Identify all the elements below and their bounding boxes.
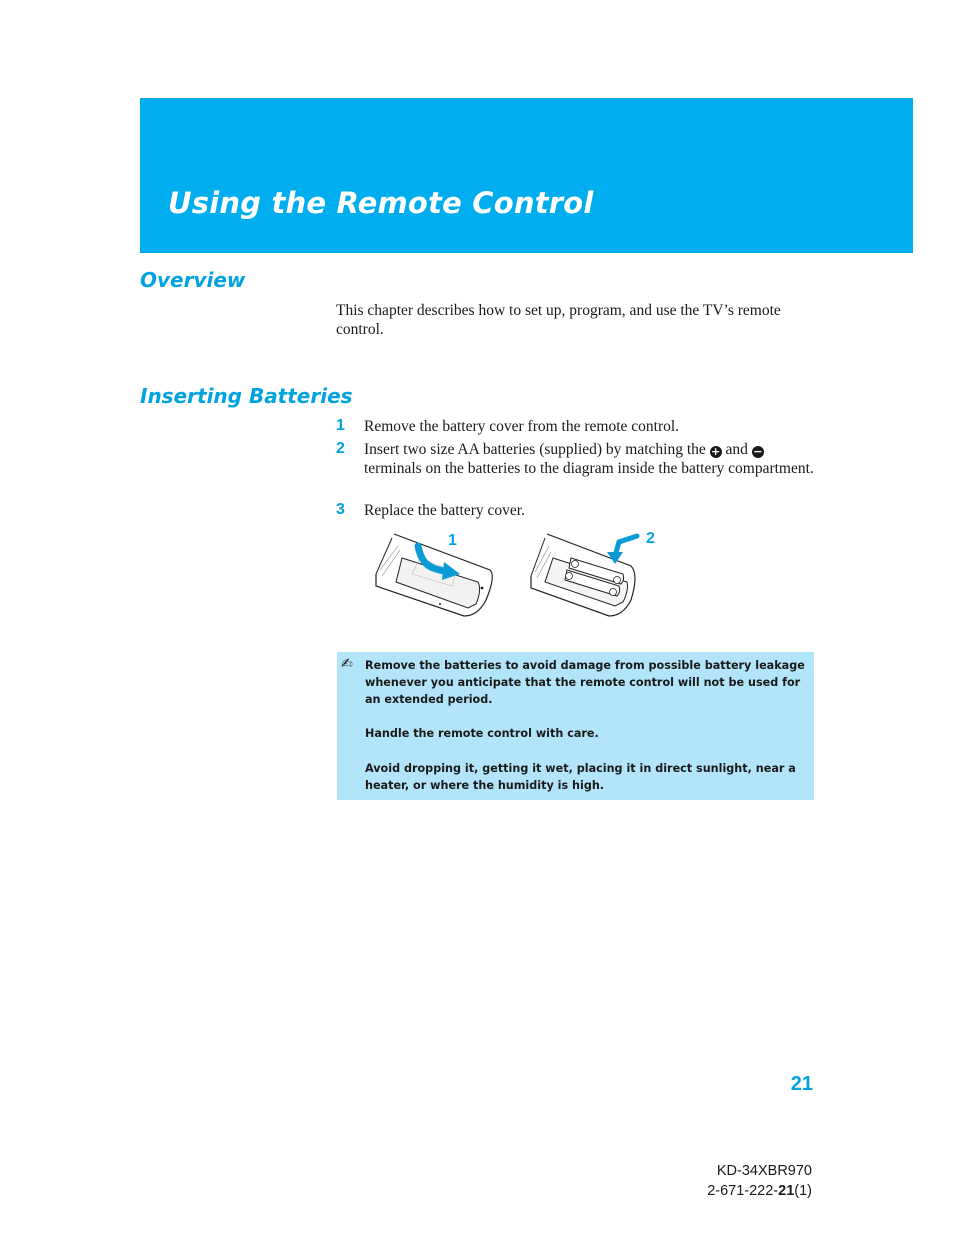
- chapter-title: Using the Remote Control: [168, 186, 594, 220]
- step-text: Remove the battery cover from the remote control.: [364, 418, 680, 435]
- remote-cover-icon: [372, 530, 497, 620]
- step-text-part: Insert two size AA batteries (supplied) by matching the: [364, 441, 706, 458]
- remove-cover-illustration: [372, 530, 497, 620]
- figure-label-1: 1: [448, 532, 457, 549]
- step-number: 3: [336, 501, 345, 518]
- document-code: [707, 1181, 812, 1201]
- document-code-suffix: (1): [794, 1183, 812, 1199]
- step-text-and: and: [725, 441, 748, 458]
- overview-heading: Overview: [140, 268, 246, 292]
- step-number: 2: [336, 440, 345, 457]
- note-box: [337, 652, 814, 800]
- insert-batteries-illustration: [527, 530, 662, 620]
- chapter-banner: [140, 98, 913, 253]
- note-paragraph-1: Remove the batteries to avoid damage from possible battery leakage whenever you anticipate that the remote control will not be used for an extended period.: [365, 659, 805, 706]
- overview-text: This chapter describes how to set up, program, and use the TV’s remote control.: [336, 302, 781, 338]
- step-text-part: terminals on the batteries to the diagram inside the battery compartment.: [364, 460, 814, 477]
- footer: [707, 1161, 812, 1201]
- remote-batteries-icon: [527, 530, 647, 620]
- note-paragraph-3: Avoid dropping it, getting it wet, placing it in direct sunlight, near a heater, or where the humidity is high.: [365, 762, 796, 792]
- inserting-batteries-heading: Inserting Batteries: [140, 384, 353, 408]
- step-number: 1: [336, 417, 345, 434]
- document-code-page: 21: [778, 1183, 795, 1199]
- figure-label-2: 2: [646, 530, 655, 547]
- page-number: 21: [790, 1073, 813, 1095]
- note-paragraph-2: Handle the remote control with care.: [365, 727, 599, 740]
- document-code-prefix: 2-671-222-: [707, 1183, 779, 1199]
- note-pencil-icon: ✍: [341, 656, 353, 672]
- step-text: [364, 440, 814, 478]
- plus-terminal-icon: +: [711, 445, 721, 458]
- model-number: KD-34XBR970: [716, 1163, 812, 1179]
- step-text: Replace the battery cover.: [364, 502, 525, 519]
- minus-terminal-icon: −: [753, 445, 763, 458]
